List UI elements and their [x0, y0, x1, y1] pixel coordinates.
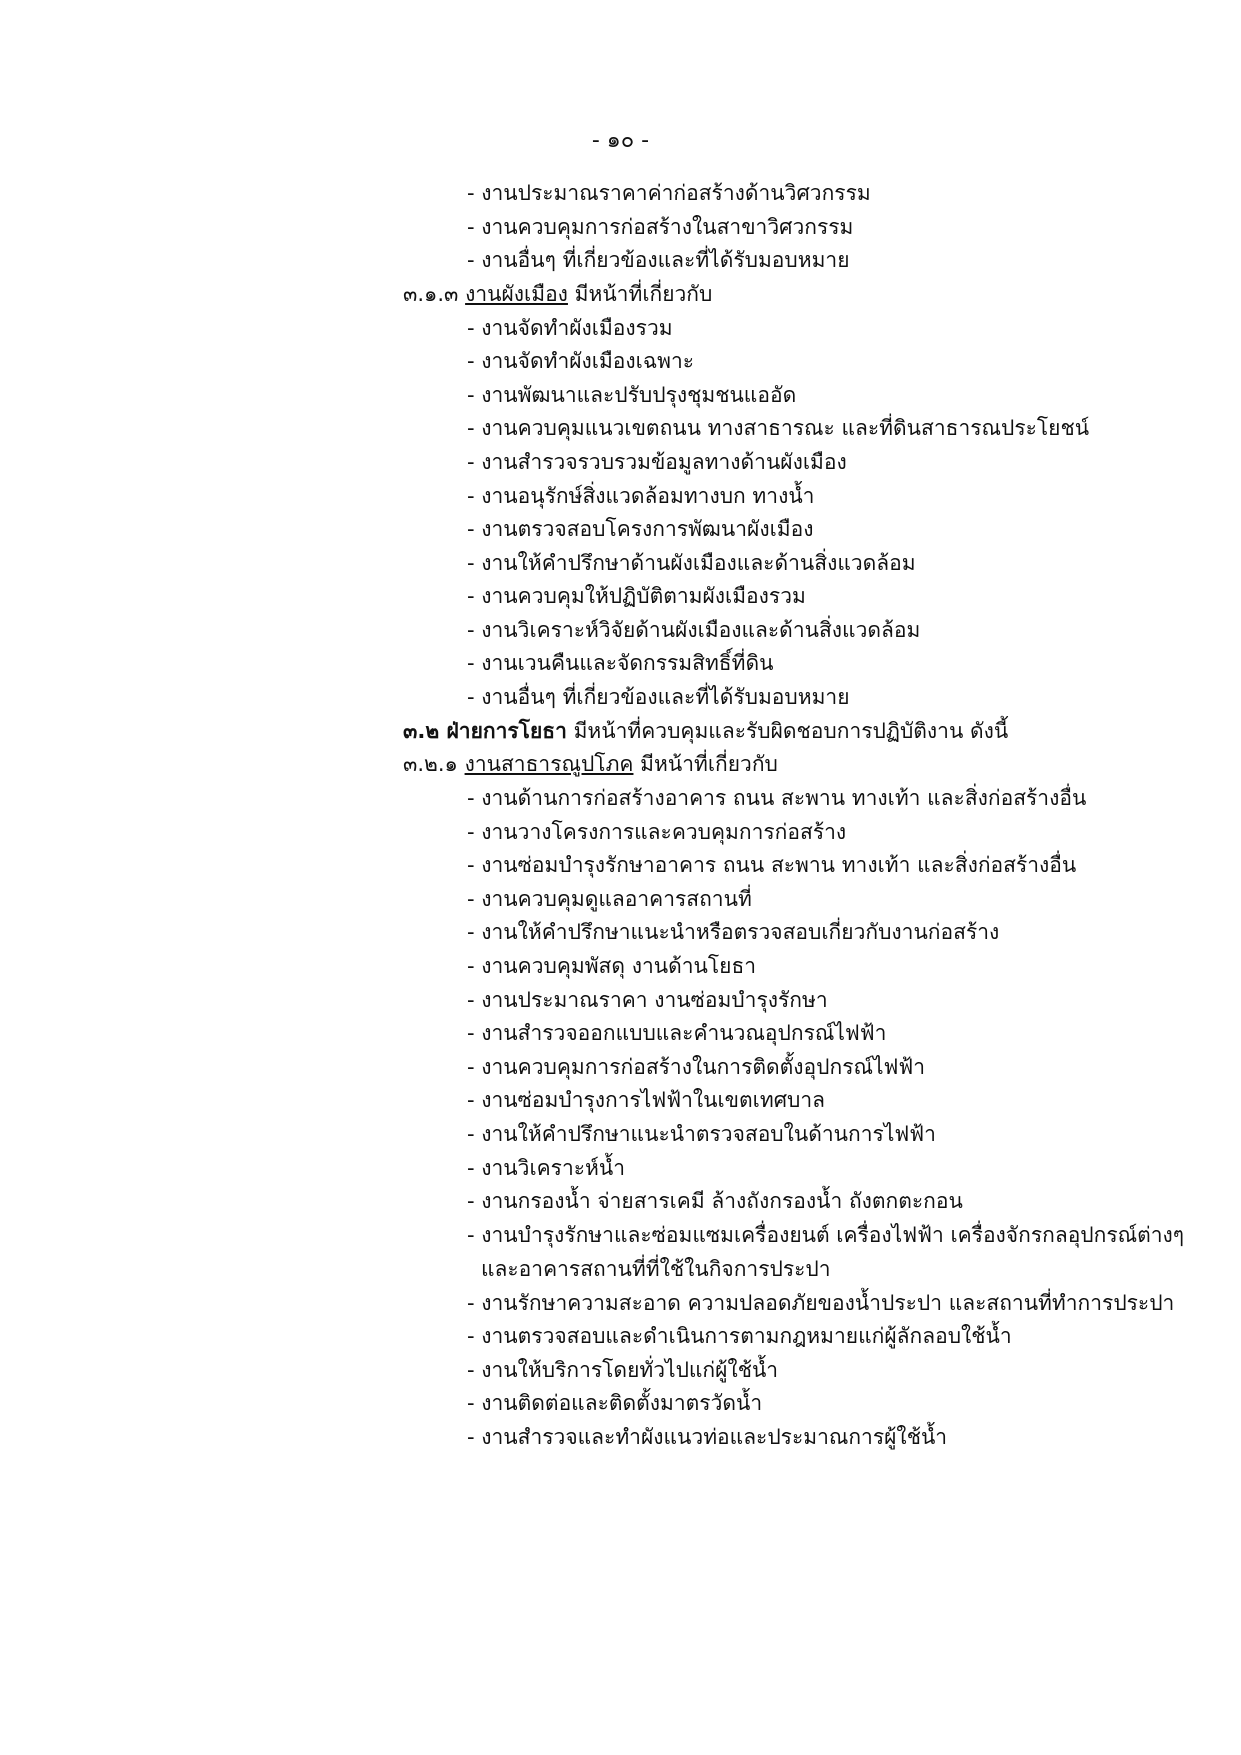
list-item: - งานควบคุมการก่อสร้างในสาขาวิศวกรรม [467, 215, 854, 239]
list-item: - งานพัฒนาและปรับปรุงชุมชนแออัด [467, 383, 797, 407]
list-item: - งานรักษาความสะอาด ความปลอดภัยของน้ำประปา และสถานที่ทำการประปา [467, 1291, 1175, 1315]
section-heading-3-1-3 [403, 277, 712, 311]
list-item: - งานสำรวจและทำผังแนวท่อและประมาณการผู้ใช้น้ำ [467, 1425, 948, 1449]
list-item: - งานให้คำปรึกษาด้านผังเมืองและด้านสิ่งแวดล้อม [467, 551, 916, 575]
section-description: มีหน้าที่เกี่ยวกับ [574, 282, 713, 306]
section-description: มีหน้าที่เกี่ยวกับ [640, 752, 778, 776]
list-item: - งานบำรุงรักษาและซ่อมแซมเครื่องยนต์ เครื่องไฟฟ้า เครื่องจักรกลอุปกรณ์ต่างๆ [467, 1223, 1185, 1247]
section-heading-3-2 [403, 714, 1008, 748]
list-item: - งานเวนคืนและจัดกรรมสิทธิ์ที่ดิน [467, 651, 774, 675]
list-item: - งานวางโครงการและควบคุมการก่อสร้าง [467, 820, 847, 844]
page-number: - ๑๐ - [591, 128, 650, 153]
list-item: - งานวิเคราะห์น้ำ [467, 1156, 626, 1180]
list-item: - งานสำรวจออกแบบและคำนวณอุปกรณ์ไฟฟ้า [467, 1021, 887, 1045]
section-title: ๓.๒ ฝ่ายการโยธา [403, 719, 567, 743]
list-item: - งานให้คำปรึกษาแนะนำตรวจสอบในด้านการไฟฟ้า [467, 1122, 936, 1146]
list-item: - งานตรวจสอบและดำเนินการตามกฎหมายแก่ผู้ลักลอบใช้น้ำ [467, 1324, 1012, 1348]
list-item-continuation: และอาคารสถานที่ที่ใช้ในกิจการประปา [481, 1257, 831, 1281]
list-item: - งานจัดทำผังเมืองเฉพาะ [467, 349, 695, 373]
section-title: งานสาธารณูปโภค [464, 752, 634, 776]
list-item: - งานอื่นๆ ที่เกี่ยวข้องและที่ได้รับมอบหมาย [467, 685, 850, 709]
list-item: - งานประมาณราคาค่าก่อสร้างด้านวิศวกรรม [467, 181, 871, 205]
list-item: - งานอื่นๆ ที่เกี่ยวข้องและที่ได้รับมอบหมาย [467, 248, 850, 272]
list-item: - งานด้านการก่อสร้างอาคาร ถนน สะพาน ทางเท้า และสิ่งก่อสร้างอื่น [467, 786, 1087, 810]
list-item: - งานจัดทำผังเมืองรวม [467, 316, 673, 340]
section-number: ๓.๒.๑ [403, 752, 458, 776]
list-item: - งานควบคุมดูแลอาคารสถานที่ [467, 887, 752, 911]
list-item: - งานกรองน้ำ จ่ายสารเคมี ล้างถังกรองน้ำ ถังตกตะกอน [467, 1189, 963, 1213]
list-item: - งานควบคุมพัสดุ งานด้านโยธา [467, 954, 757, 978]
section-title: งานผังเมือง [465, 282, 568, 306]
list-item: - งานซ่อมบำรุงการไฟฟ้าในเขตเทศบาล [467, 1088, 826, 1112]
list-item: - งานควบคุมการก่อสร้างในการติดตั้งอุปกรณ์ไฟฟ้า [467, 1055, 926, 1079]
list-item: - งานสำรวจรวบรวมข้อมูลทางด้านผังเมือง [467, 450, 847, 474]
list-item: - งานซ่อมบำรุงรักษาอาคาร ถนน สะพาน ทางเท้า และสิ่งก่อสร้างอื่น [467, 853, 1077, 877]
list-item: - งานอนุรักษ์สิ่งแวดล้อมทางบก ทางน้ำ [467, 484, 815, 508]
list-item: - งานประมาณราคา งานซ่อมบำรุงรักษา [467, 988, 828, 1012]
list-item: - งานตรวจสอบโครงการพัฒนาผังเมือง [467, 517, 814, 541]
list-item: - งานให้บริการโดยทั่วไปแก่ผู้ใช้น้ำ [467, 1358, 779, 1382]
section-number: ๓.๑.๓ [403, 282, 459, 306]
list-item: - งานวิเคราะห์วิจัยด้านผังเมืองและด้านสิ่งแวดล้อม [467, 618, 921, 642]
list-item: - งานให้คำปรึกษาแนะนำหรือตรวจสอบเกี่ยวกับงานก่อสร้าง [467, 920, 1000, 944]
list-item: - งานติดต่อและติดตั้งมาตรวัดน้ำ [467, 1391, 763, 1415]
section-heading-3-2-1 [403, 747, 778, 781]
list-item: - งานควบคุมแนวเขตถนน ทางสาธารณะ และที่ดินสาธารณประโยชน์ [467, 416, 1090, 440]
list-item: - งานควบคุมให้ปฏิบัติตามผังเมืองรวม [467, 584, 806, 608]
section-description: มีหน้าที่ควบคุมและรับผิดชอบการปฏิบัติงาน ดังนี้ [573, 719, 1009, 743]
